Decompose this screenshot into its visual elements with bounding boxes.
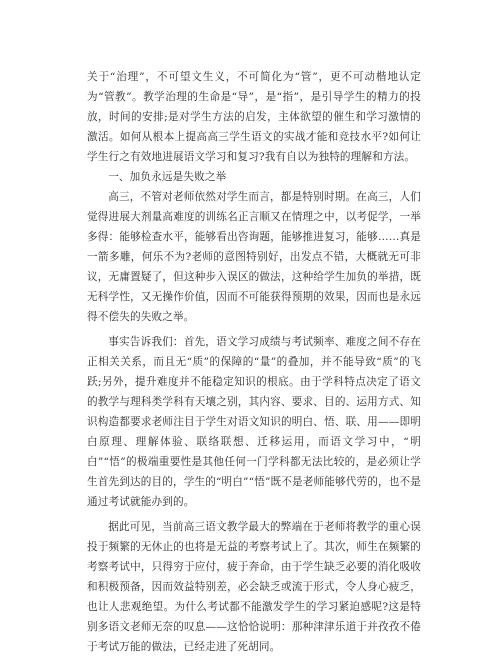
- intro-paragraph: 关于“治理”，不可望文生义，不可简化为“管”，更不可动楷地认定为“管教”。教学治理的生命是“导”，是“指”，是引导学生的精力的投放，时间的安排;是对学生方法的启发，主体欲望的催生和学习激情的激活。如何从根本上提高高三学生语文的实战才能和竞技水平?如何让学生行之有效地进展语文学习和复习?我有自以为独特的理解和方法。: [87, 71, 421, 163]
- body-paragraph: 据此可见，当前高三语文教学最大的弊端在于老师将教学的重心误投于频繁的无休止的也将是无益的考察考试上了。其次，师生在频繁的考察考试中，只得穷于应付，疲于奔命，由于学生缺乏必要的消化吸收和积极预备，因而效益特别差，必会缺乏或流于形式，令人身心疲乏，也让人悲观绝望。为什么考试都不能激发学生的学习紧迫感呢?这是特别多语文老师无奈的叹息——这恰恰说明：那种津津乐道于并孜孜不倦于考试万能的做法，已经走进了死胡同。: [87, 521, 421, 653]
- body-paragraph: 事实告诉我们：首先，语文学习成绩与考试频率、难度之间不存在正相关关系，而且无“质”的保障的“量”的叠加，并不能导致“质”的飞跃;另外，提升难度并不能稳定知识的根底。由于学科特点决定了语文的教学与理科类学科有天壤之别，其内容、要求、目的、运用方式、知识构造都要求老师注目于学生对语文知识的明白、悟、联、用——即明白原理、理解体验、联络联想、迁移运用，而语文学习中，“明白”“悟”的极端重要性是其他任何一门学科都无法比较的，是必须让学生首先到达的目的，学生的“明白”“悟”既不是老师能够代劳的，也不是通过考试就能办到的。: [87, 336, 421, 508]
- body-paragraph: 高三，不管对老师依然对学生而言，都是特别时期。在高三，人们觉得进展大剂量高难度的训练名正言顺又在情理之中，以考促学，一举多得：能够检查水平，能够看出咨询题，能够推进复习，能够……真是一箭多雕，何乐不为?老师的意图特别好，出发点不错，大概就无可非议，无庸置疑了，但这种步入误区的做法，这种给学生加负的举措，既无科学性，又无操作价值，因而不可能获得预期的效果，因而也是永远得不偿失的失败之举。: [87, 191, 421, 323]
- section-heading: 一、加负永远是失败之举: [108, 171, 227, 183]
- document-page: [87, 67, 421, 657]
